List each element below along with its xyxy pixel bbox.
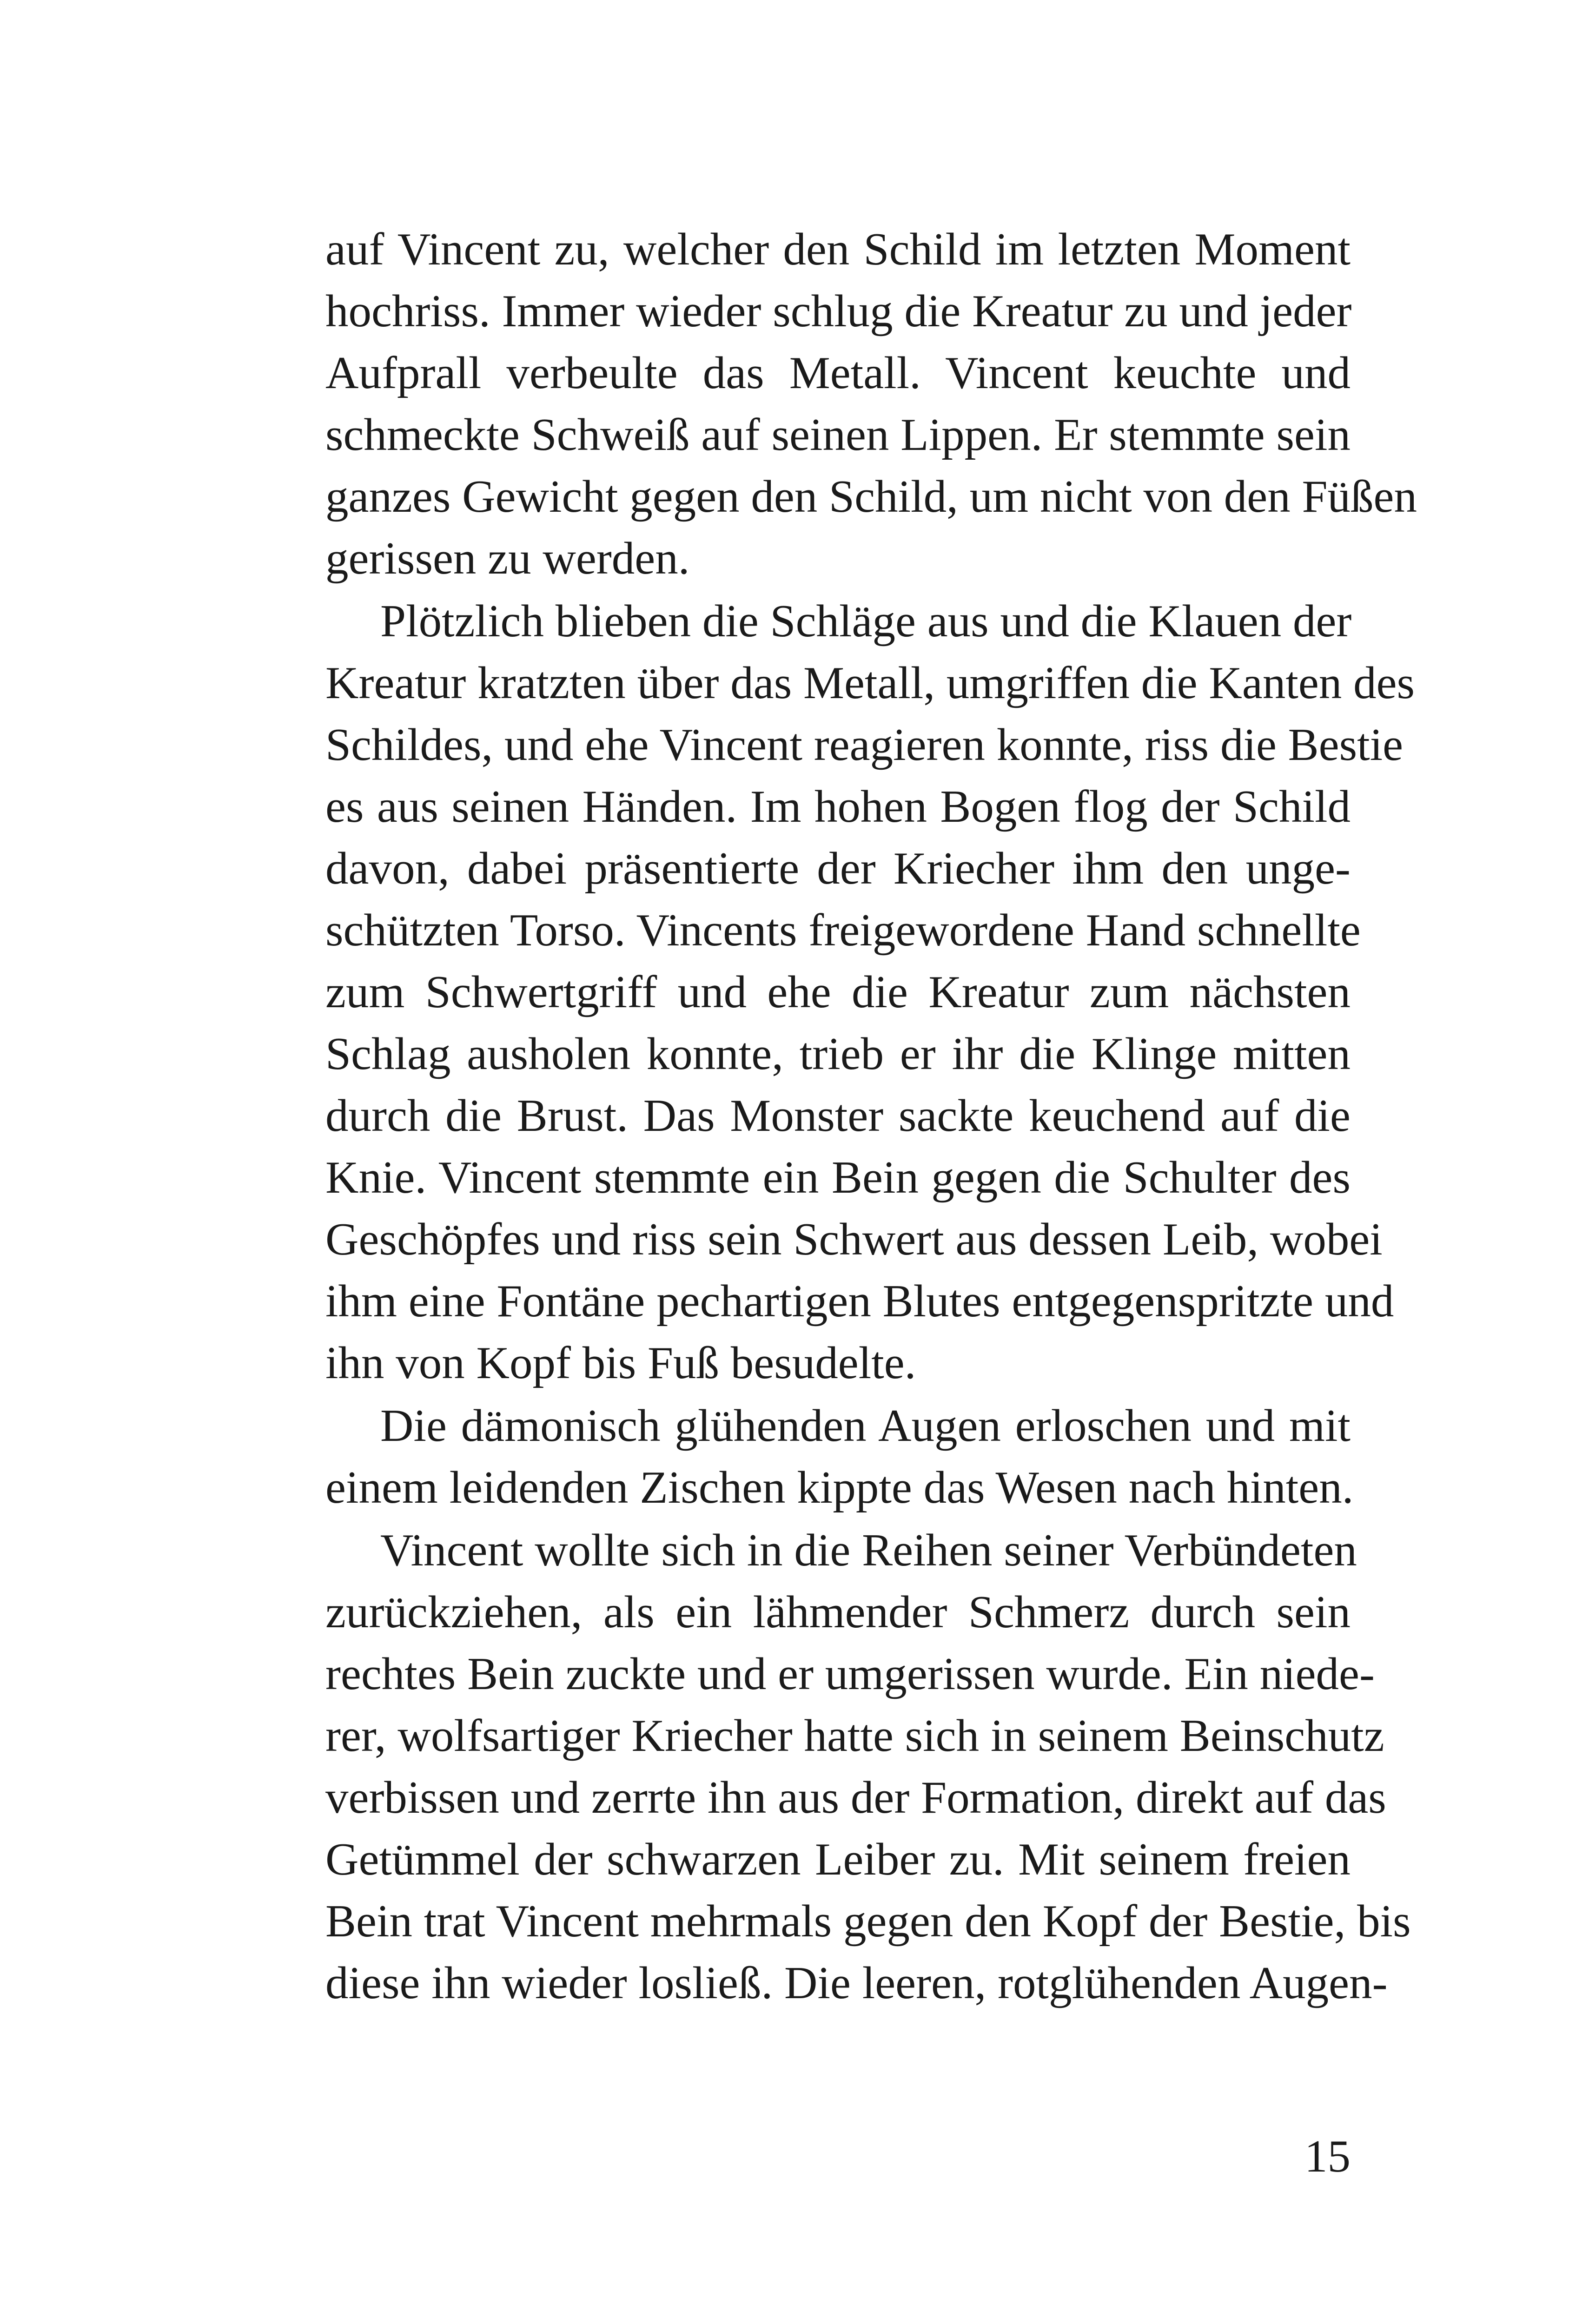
text-line: es aus seinen Händen. Im hohen Bogen flog der Schild (325, 781, 1351, 832)
text-line: rechtes Bein zuckte und er umgerissen wurde. Ein niede- (325, 1649, 1375, 1699)
text-line: Plötzlich blieben die Schläge aus und die Klauen der (380, 596, 1352, 647)
text-line: Vincent wollte sich in die Reihen seiner Verbündeten (380, 1525, 1357, 1576)
text-line: auf Vincent zu, welcher den Schild im letzten Moment (325, 224, 1351, 275)
text-line: Getümmel der schwarzen Leiber zu. Mit seinem freien (325, 1834, 1351, 1885)
text-line: Bein trat Vincent mehrmals gegen den Kopf der Bestie, bis (325, 1896, 1411, 1947)
text-line: Knie. Vincent stemmte ein Bein gegen die Schulter des (325, 1152, 1351, 1203)
text-line: Schlag ausholen konnte, trieb er ihr die Klinge mitten (325, 1029, 1351, 1079)
paragraph-3 (325, 1395, 1354, 1519)
body-text (325, 218, 1417, 2014)
text-line: Kreatur kratzten über das Metall, umgriffen die Kanten des (325, 658, 1415, 708)
text-line: verbissen und zerrte ihn aus der Formation, direkt auf das (325, 1772, 1386, 1823)
text-line: einem leidenden Zischen kippte das Wesen nach hinten. (325, 1462, 1354, 1513)
text-line: gerissen zu werden. (325, 533, 690, 584)
text-line: schmeckte Schweiß auf seinen Lippen. Er stemmte sein (325, 409, 1351, 460)
text-line: schützten Torso. Vincents freigewordene Hand schnellte (325, 905, 1361, 956)
text-line: Die dämonisch glühenden Augen erloschen und mit (380, 1400, 1351, 1451)
page-number: 15 (1304, 2131, 1351, 2182)
text-line: zum Schwertgriff und ehe die Kreatur zum nächsten (325, 967, 1351, 1017)
text-line: Schildes, und ehe Vincent reagieren konnte, riss die Bestie (325, 720, 1403, 770)
text-line: ihm eine Fontäne pechartigen Blutes entgegenspritzte und (325, 1276, 1394, 1327)
paragraph-4 (325, 1519, 1411, 2014)
text-line: ihn von Kopf bis Fuß besudelte. (325, 1338, 916, 1388)
text-line: hochriss. Immer wieder schlug die Kreatur zu und jeder (325, 286, 1352, 337)
text-line: durch die Brust. Das Monster sackte keuchend auf die (325, 1090, 1351, 1141)
text-line: davon, dabei präsentierte der Kriecher ihm den unge- (325, 843, 1351, 894)
text-line: Aufprall verbeulte das Metall. Vincent keuchte und (325, 348, 1351, 398)
paragraph-1 (325, 218, 1417, 589)
text-line: zurückziehen, als ein lähmender Schmerz durch sein (325, 1587, 1351, 1637)
text-line: rer, wolfsartiger Kriecher hatte sich in seinem Beinschutz (325, 1710, 1384, 1761)
text-line: Geschöpfes und riss sein Schwert aus dessen Leib, wobei (325, 1214, 1383, 1265)
text-line: ganzes Gewicht gegen den Schild, um nicht von den Füßen (325, 471, 1417, 522)
text-line: diese ihn wieder losließ. Die leeren, rotglühenden Augen- (325, 1958, 1388, 2008)
paragraph-2 (325, 590, 1415, 1394)
